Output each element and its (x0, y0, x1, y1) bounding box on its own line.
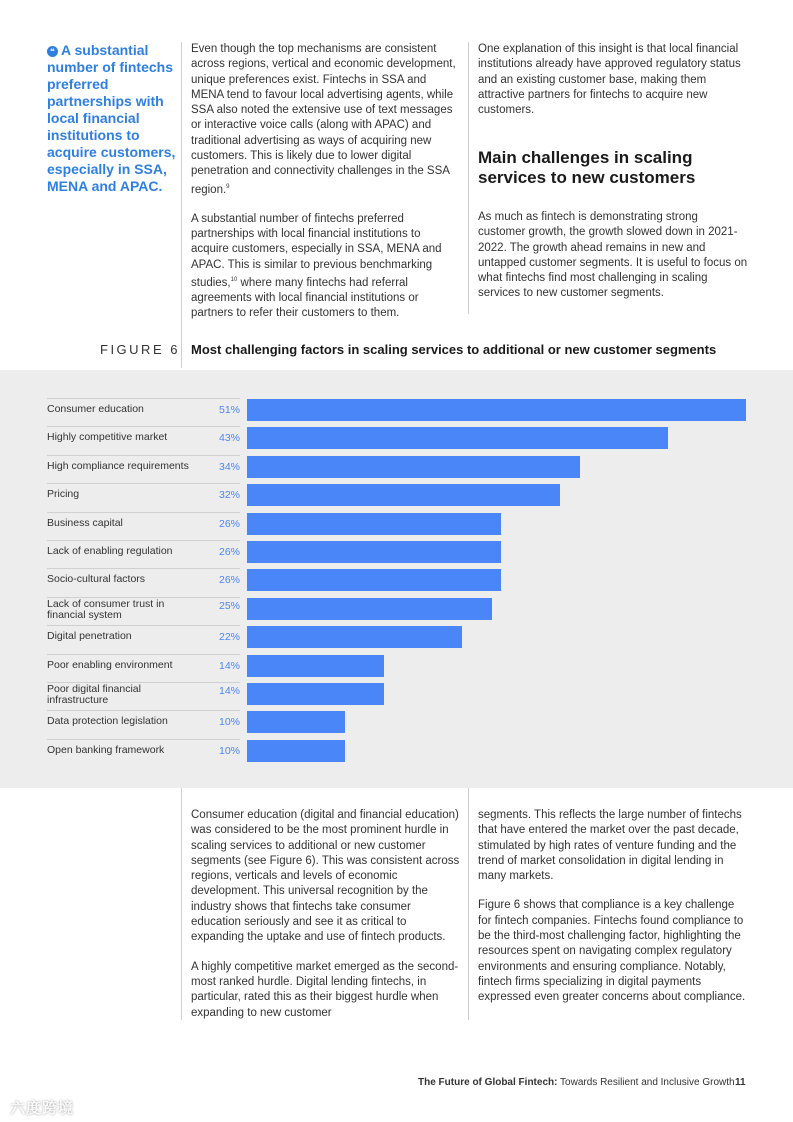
chart-value-label: 25% (218, 599, 240, 612)
chart-value-label: 34% (218, 460, 240, 473)
chart-value-label: 26% (218, 574, 240, 587)
callout-quote (47, 42, 177, 195)
chart-value-label: 22% (218, 631, 240, 644)
chart-category-label: Lack of consumer trust in financial system (47, 597, 165, 621)
lower-col2-para2: Figure 6 shows that compliance is a key challenge for fintech companies. Fintechs found compliance to be the third-most challenging factor, highlighting the resources spent on navigating complex regulatory environments and ensuring compliance. Notably, fintech firms specializing in digital payments expressed even greater concerns about compliance. (478, 899, 746, 1004)
upper-column-2-lower (478, 210, 748, 316)
lower-column-2 (478, 808, 748, 1020)
upper-column-1 (191, 42, 461, 336)
lower-column-1 (191, 808, 461, 1035)
footer-title (418, 1077, 735, 1088)
column-rule-lower-middle (468, 788, 469, 1020)
footnote-ref-9: 9 (226, 183, 230, 190)
lower-col1-para1: Consumer education (digital and financial education) was considered to be the most prominent hurdle in scaling services to additional or new customer segments (see Figure 6). This was consistent across regions, verticals and levels of economic development. This universal recognition by the industry shows that fintechs take consumer education seriously and see it as critical to expanding the uptake and use of fintech products. (191, 809, 460, 944)
chart-category-label: High compliance requirements (47, 459, 189, 472)
chart-value-label: 32% (218, 489, 240, 502)
upper-col1-para1 (191, 42, 461, 198)
upper-col1-para2-text-a: A substantial number of fintechs preferred partnerships with local financial institutions to acquire customers, especially in SSA, MENA and APAC. This is similar to previous benchmarking studies, (191, 212, 442, 289)
figure-title: Most challenging factors in scaling services to additional or new customer segments (191, 342, 717, 357)
upper-col1-para1-text: Even though the top mechanisms are consistent across regions, vertical and economic development, unique preferences exist. Fintechs in SSA and MENA tend to favour local advertising agents, while SSA also noted the extensive use of text messages or interactive voice calls (along with APAC) and traditional advertising as ways of acquiring new customers. This is likely due to lower digital penetration and connectivity challenges in the SSA region. (191, 43, 456, 196)
upper-column-2 (478, 42, 748, 132)
chart-category-label: Open banking framework (47, 743, 165, 756)
chart-value-label: 26% (218, 517, 240, 530)
chart-area (0, 370, 793, 788)
lower-col1-para2: A highly competitive market emerged as the second-most ranked hurdle. Digital lending fintechs, in particular, rated this as their biggest hurdle when expanding to new customer (191, 960, 459, 1019)
chart-category-label: Poor enabling environment (47, 658, 173, 671)
chart-category-label: Highly competitive market (47, 431, 168, 444)
chart-value-label: 10% (218, 716, 240, 729)
upper-col1-para2 (191, 212, 461, 322)
footnote-ref-10: 10 (230, 276, 238, 283)
figure-label: FIGURE 6 (100, 342, 180, 357)
chart-value-label: 43% (218, 432, 240, 445)
column-rule-left (181, 42, 182, 368)
upper-col2-para1: One explanation of this insight is that local financial institutions already have approved regulatory status and an existing customer base, making them attractive partners for fintechs to acquire new customers. (478, 43, 741, 117)
chart-category-label: Consumer education (47, 403, 144, 415)
footer-title-bold: The Future of Global Fintech: (418, 1077, 558, 1088)
lower-col2-para1: segments. This reflects the large number of fintechs that have entered the market over the past decade, stimulated by high rates of venture funding and the trend of market consolidation in digital lending in many markets. (478, 809, 742, 883)
chart-category-label: Socio-cultural factors (47, 573, 146, 586)
chart-value-label: 14% (218, 659, 240, 672)
quote-icon: ❝ (47, 46, 58, 57)
chart-category-label: Pricing (47, 488, 80, 501)
chart-value-label: 10% (218, 744, 240, 757)
footer-title-rest: Towards Resilient and Inclusive Growth (557, 1077, 735, 1088)
chart-category-label: Business capital (47, 516, 123, 529)
chart-category-label: Poor digital financial infrastructure (47, 683, 141, 706)
upper-col2-para2: As much as fintech is demonstrating strong customer growth, the growth slowed down in 2021-2022. The growth ahead remains in new and untapped customer segments. It is useful to focus on what fintechs find most challenging in scaling services to new customer segments. (478, 211, 748, 300)
chart-value-label: 26% (218, 546, 240, 558)
column-rule-lower-left (181, 788, 182, 1020)
upper-col1-para2-text-b: where many fintechs had referral agreements with local financial institutions or partners to refer their customers to them. (191, 276, 419, 320)
chart-value-label: 14% (218, 685, 240, 697)
page-number: 11 (735, 1077, 746, 1088)
column-rule-middle (468, 42, 469, 314)
section-heading: Main challenges in scaling services to new customers (478, 148, 696, 187)
watermark-logo: 六度跨境 (10, 1100, 75, 1117)
callout-text: A substantial number of fintechs preferred partnerships with local financial institutions to acquire customers, especially in SSA, MENA and APAC. (47, 42, 176, 194)
chart-category-label: Digital penetration (47, 630, 132, 643)
chart-category-label: Lack of enabling regulation (47, 545, 173, 557)
chart-category-label: Data protection legislation (47, 715, 168, 728)
chart-value-label: 51% (218, 404, 240, 416)
